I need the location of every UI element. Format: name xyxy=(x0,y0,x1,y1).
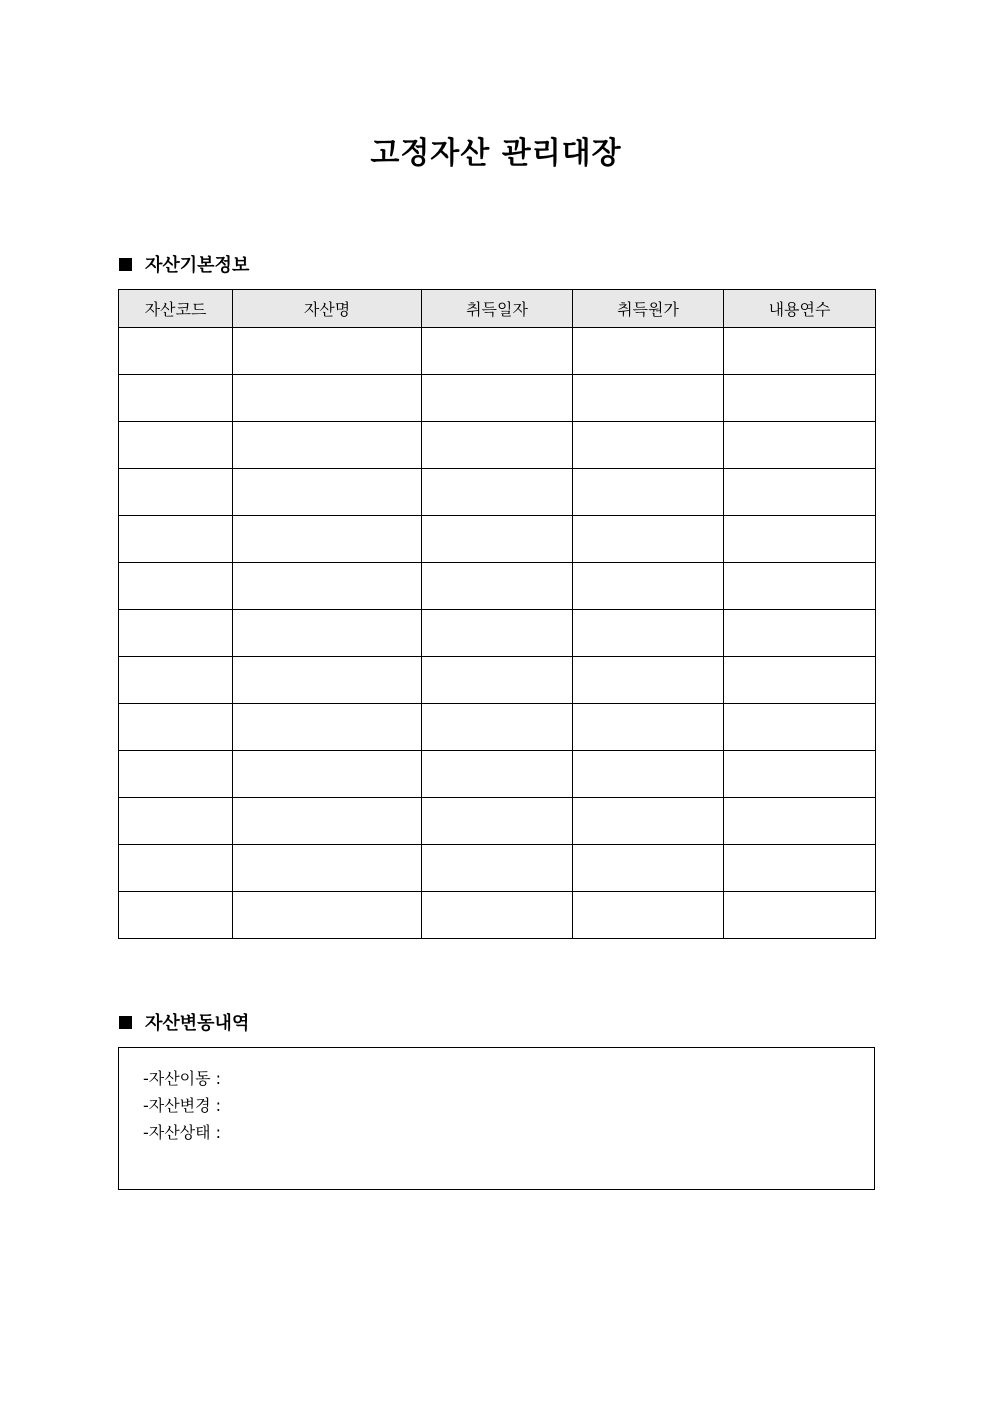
table-cell[interactable] xyxy=(422,798,573,845)
table-cell[interactable] xyxy=(233,704,422,751)
table-cell[interactable] xyxy=(573,469,724,516)
change-line-asset-move: -자산이동 : xyxy=(143,1069,222,1088)
table-row xyxy=(119,704,876,751)
column-header-asset-name: 자산명 xyxy=(233,290,422,328)
table-body xyxy=(119,328,876,939)
table-cell[interactable] xyxy=(119,751,233,798)
table-row xyxy=(119,469,876,516)
column-header-asset-code: 자산코드 xyxy=(119,290,233,328)
table-cell[interactable] xyxy=(422,422,573,469)
table-cell[interactable] xyxy=(724,563,876,610)
table-cell[interactable] xyxy=(573,798,724,845)
table-cell[interactable] xyxy=(119,469,233,516)
table-header-row xyxy=(119,290,876,328)
table-cell[interactable] xyxy=(724,516,876,563)
table-cell[interactable] xyxy=(233,375,422,422)
table-cell[interactable] xyxy=(422,657,573,704)
table-cell[interactable] xyxy=(119,328,233,375)
table-row xyxy=(119,563,876,610)
table-cell[interactable] xyxy=(724,375,876,422)
table-cell[interactable] xyxy=(233,516,422,563)
table-row xyxy=(119,610,876,657)
table-row xyxy=(119,751,876,798)
table-cell[interactable] xyxy=(422,328,573,375)
table-cell[interactable] xyxy=(233,845,422,892)
column-header-acquisition-cost: 취득원가 xyxy=(573,290,724,328)
table-cell[interactable] xyxy=(119,610,233,657)
table-cell[interactable] xyxy=(233,657,422,704)
table-cell[interactable] xyxy=(422,516,573,563)
table-cell[interactable] xyxy=(233,751,422,798)
table-cell[interactable] xyxy=(119,563,233,610)
table-cell[interactable] xyxy=(573,845,724,892)
table-cell[interactable] xyxy=(233,422,422,469)
page-title: 고정자산 관리대장 xyxy=(370,136,622,171)
table-cell[interactable] xyxy=(422,751,573,798)
table-row xyxy=(119,375,876,422)
table-cell[interactable] xyxy=(119,516,233,563)
square-bullet-icon xyxy=(119,258,132,271)
table-cell[interactable] xyxy=(422,610,573,657)
column-header-acquisition-date: 취득일자 xyxy=(422,290,573,328)
table-cell[interactable] xyxy=(573,563,724,610)
table-cell[interactable] xyxy=(573,516,724,563)
table-cell[interactable] xyxy=(573,375,724,422)
table-row xyxy=(119,328,876,375)
table-cell[interactable] xyxy=(233,798,422,845)
table-cell[interactable] xyxy=(422,892,573,939)
table-cell[interactable] xyxy=(119,892,233,939)
table-cell[interactable] xyxy=(233,469,422,516)
change-line-asset-modify: -자산변경 : xyxy=(143,1096,222,1115)
table-row xyxy=(119,422,876,469)
table-cell[interactable] xyxy=(724,657,876,704)
table-cell[interactable] xyxy=(724,798,876,845)
table-cell[interactable] xyxy=(119,845,233,892)
table-cell[interactable] xyxy=(573,704,724,751)
table-row xyxy=(119,657,876,704)
table-row xyxy=(119,798,876,845)
table-row xyxy=(119,845,876,892)
table-cell[interactable] xyxy=(119,798,233,845)
asset-basic-info-table xyxy=(118,289,876,939)
table-cell[interactable] xyxy=(573,328,724,375)
table-cell[interactable] xyxy=(724,845,876,892)
table-cell[interactable] xyxy=(233,563,422,610)
change-line-asset-status: -자산상태 : xyxy=(143,1123,222,1142)
change-history-box xyxy=(118,1047,875,1190)
table-cell[interactable] xyxy=(724,422,876,469)
square-bullet-icon xyxy=(119,1016,132,1029)
table-cell[interactable] xyxy=(573,610,724,657)
table-row xyxy=(119,516,876,563)
table-cell[interactable] xyxy=(119,375,233,422)
table-cell[interactable] xyxy=(233,610,422,657)
table-row xyxy=(119,892,876,939)
table-cell[interactable] xyxy=(573,422,724,469)
table-cell[interactable] xyxy=(573,751,724,798)
table-cell[interactable] xyxy=(233,892,422,939)
section-heading-basic-info xyxy=(119,251,249,277)
table-cell[interactable] xyxy=(724,610,876,657)
table-cell[interactable] xyxy=(119,422,233,469)
table-cell[interactable] xyxy=(724,892,876,939)
table-cell[interactable] xyxy=(422,469,573,516)
table-cell[interactable] xyxy=(724,469,876,516)
section-heading-change-history xyxy=(119,1009,249,1035)
table-cell[interactable] xyxy=(119,657,233,704)
table-cell[interactable] xyxy=(724,328,876,375)
table-cell[interactable] xyxy=(119,704,233,751)
section-heading-label: 자산기본정보 xyxy=(145,255,250,276)
section-heading-label: 자산변동내역 xyxy=(145,1013,250,1034)
table-cell[interactable] xyxy=(422,375,573,422)
table-cell[interactable] xyxy=(724,704,876,751)
table-cell[interactable] xyxy=(573,892,724,939)
table-cell[interactable] xyxy=(724,751,876,798)
table-cell[interactable] xyxy=(573,657,724,704)
table-cell[interactable] xyxy=(422,563,573,610)
table-cell[interactable] xyxy=(233,328,422,375)
column-header-useful-life: 내용연수 xyxy=(724,290,876,328)
table-cell[interactable] xyxy=(422,704,573,751)
table-cell[interactable] xyxy=(422,845,573,892)
